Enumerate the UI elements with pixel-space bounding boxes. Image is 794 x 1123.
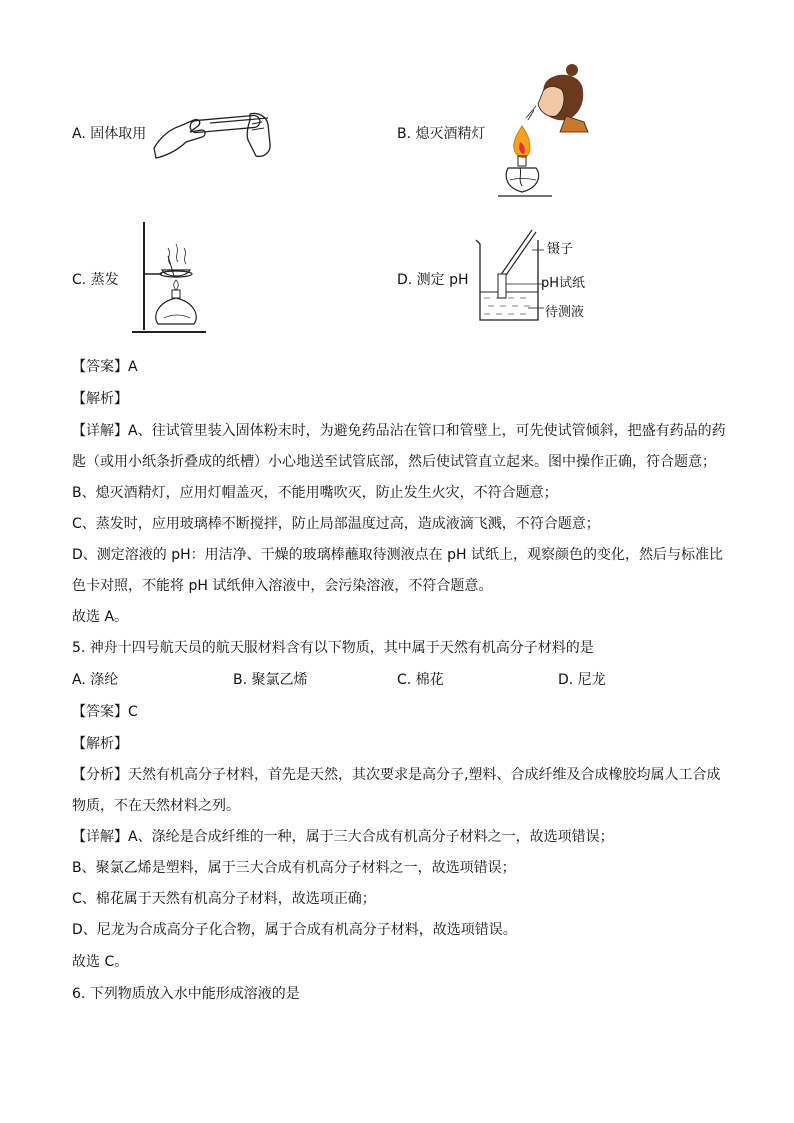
q5-detail-line: B、聚氯乙烯是塑料，属于三大合成有机高分子材料之一，故选项错误； bbox=[72, 860, 516, 876]
ph-test-beaker-figure bbox=[472, 228, 544, 326]
q4-answer: 【答案】A bbox=[72, 359, 138, 375]
q4-detail-line: D、测定溶液的 pH：用洁净、干燥的玻璃棒蘸取待测液点在 pH 试纸上，观察颜色的变化，然后与标准比 bbox=[72, 547, 723, 563]
q4-detail-line: C、蒸发时，应用玻璃棒不断搅拌，防止局部温度过高，造成液滴飞溅，不符合题意； bbox=[72, 516, 600, 532]
q4-analysis-label: 【解析】 bbox=[72, 391, 128, 407]
option-b-label: B. 熄灭酒精灯 bbox=[397, 126, 486, 142]
q4-conclusion: 故选 A。 bbox=[72, 609, 129, 625]
q5-option-a: A. 涤纶 bbox=[72, 672, 119, 688]
q4-detail-line: 匙（或用小纸条折叠成的纸槽）小心地送至试管底部，然后使试管直立起来。图中操作正确，符合题意； bbox=[72, 454, 716, 470]
option-d-label: D. 测定 pH bbox=[397, 272, 469, 288]
option-c-label: C. 蒸发 bbox=[72, 272, 119, 288]
q5-answer: 【答案】C bbox=[72, 704, 138, 720]
q5-option-c: C. 棉花 bbox=[397, 672, 444, 688]
q5-option-b: B. 聚氯乙烯 bbox=[233, 672, 308, 688]
q5-analysis-label: 【解析】 bbox=[72, 736, 128, 752]
tweezers-label: 镊子 bbox=[547, 242, 574, 257]
q5-stem: 5. 神舟十四号航天员的航天服材料含有以下物质，其中属于天然有机高分子材料的是 bbox=[72, 640, 594, 656]
q5-detail-line: 【详解】A、涤纶是合成纤维的一种，属于三大合成有机高分子材料之一，故选项错误； bbox=[72, 829, 614, 845]
q6-stem: 6. 下列物质放入水中能形成溶液的是 bbox=[72, 986, 300, 1002]
q4-detail-line: B、熄灭酒精灯，应用灯帽盖灭，不能用嘴吹灭，防止发生火灾，不符合题意； bbox=[72, 485, 558, 501]
test-tube-figure bbox=[150, 100, 275, 162]
q5-conclusion: 故选 C。 bbox=[72, 954, 129, 970]
alcohol-lamp-blowing-figure bbox=[496, 64, 592, 202]
q4-detail-line: 【详解】A、往试管里装入固体粉末时，为避免药品沾在管口和管壁上，可先使试管倾斜，把盛有药品的药 bbox=[72, 423, 726, 439]
ph-paper-label: pH试纸 bbox=[541, 276, 586, 291]
q5-analysis-line: 物质，不在天然材料之列。 bbox=[72, 798, 240, 814]
q5-analysis-line: 【分析】天然有机高分子材料，首先是天然，其次要求是高分子,塑料、合成纤维及合成橡胶均属人工合成 bbox=[72, 767, 721, 783]
q5-detail-line: C、棉花属于天然有机高分子材料，故选项正确； bbox=[72, 891, 376, 907]
option-a-label: A. 固体取用 bbox=[72, 126, 147, 142]
q5-option-d: D. 尼龙 bbox=[558, 672, 606, 688]
q5-detail-line: D、尼龙为合成高分子化合物，属于合成有机高分子材料，故选项错误。 bbox=[72, 922, 517, 938]
liquid-label: 待测液 bbox=[545, 305, 585, 320]
evaporation-apparatus-figure bbox=[128, 220, 210, 336]
q4-detail-line: 色卡对照，不能将 pH 试纸伸入溶液中，会污染溶液，不符合题意。 bbox=[72, 578, 493, 594]
